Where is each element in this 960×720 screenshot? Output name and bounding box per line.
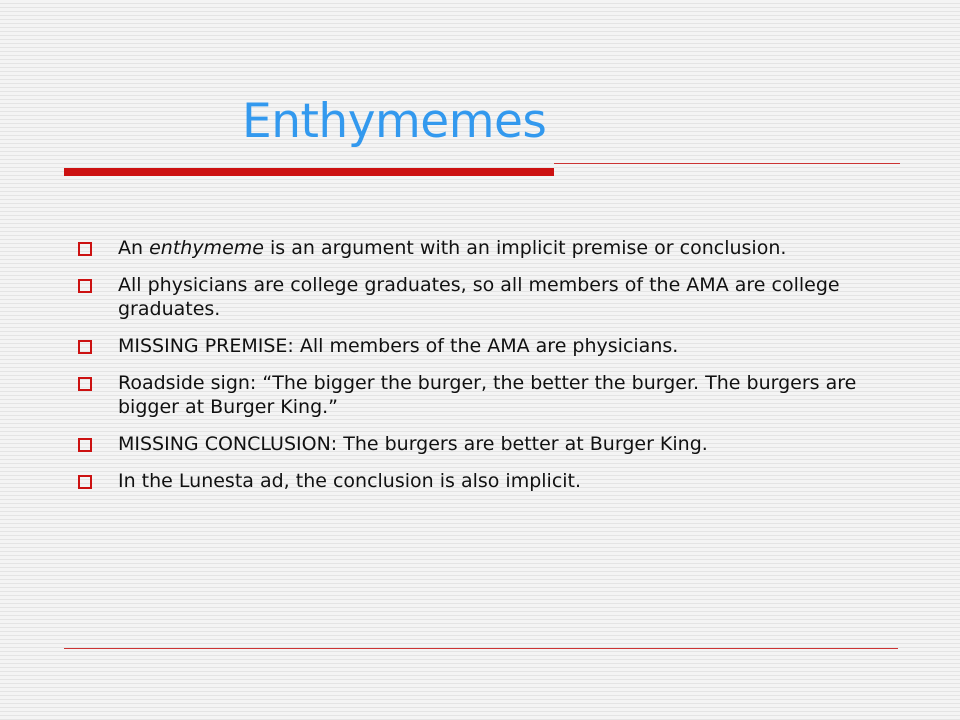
title-underline-thick: [64, 168, 554, 176]
bullet-text: In the Lunesta ad, the conclusion is also implicit.: [118, 470, 582, 492]
bullet-text-emphasis: enthymeme: [149, 237, 264, 259]
bullet-text: All physicians are college graduates, so all members of the AMA are college graduates.: [118, 274, 840, 320]
bullet-text-after: is an argument with an implicit premise or conclusion.: [263, 237, 787, 259]
bullet-item: [74, 236, 874, 260]
hollow-square-icon: [78, 340, 92, 354]
hollow-square-icon: [78, 279, 92, 293]
bullet-item: [74, 371, 874, 419]
hollow-square-icon: [78, 377, 92, 391]
bullet-item: [74, 469, 874, 493]
bullet-text: Roadside sign: “The bigger the burger, the better the burger. The burgers are bigger at Burger King.”: [118, 372, 857, 418]
bullet-text: MISSING PREMISE: All members of the AMA are physicians.: [118, 335, 679, 357]
bullet-item: [74, 273, 874, 321]
hollow-square-icon: [78, 242, 92, 256]
bullet-item: [74, 432, 874, 456]
hollow-square-icon: [78, 475, 92, 489]
title-underline-thin: [554, 163, 900, 164]
bullet-text: [118, 237, 786, 259]
footer-divider: [64, 648, 898, 649]
bullet-text-before: An: [118, 237, 150, 259]
bullet-text: MISSING CONCLUSION: The burgers are better at Burger King.: [118, 433, 708, 455]
bullet-list: [74, 236, 874, 506]
bullet-item: [74, 334, 874, 358]
hollow-square-icon: [78, 438, 92, 452]
slide-title: Enthymemes: [242, 94, 547, 149]
